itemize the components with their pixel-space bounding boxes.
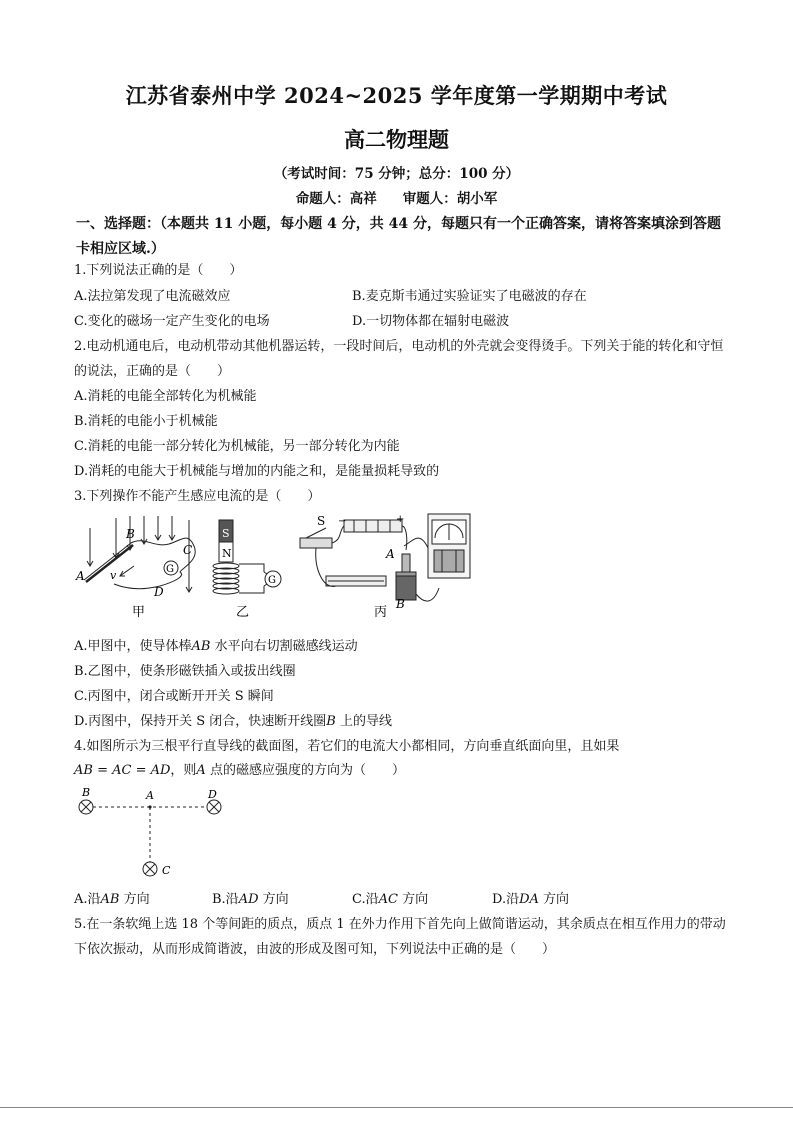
label-c: C — [162, 864, 171, 877]
q4-option-b: B.沿AD 方向 — [212, 892, 289, 907]
exam-subtitle: 高二物理题 — [344, 127, 449, 152]
q4-option-c: C.沿AC 方向 — [352, 892, 429, 907]
q2-option-a: A.消耗的电能全部转化为机械能 — [74, 389, 257, 404]
label-plus: + — [396, 514, 405, 525]
q2-stem: 2.电动机通电后，电动机带动其他机器运转，一段时间后，电动机的外壳就会变得烫手。下列关于能的转化和守恒的说法，正确的是（ ） — [74, 339, 724, 379]
wire-b-icon — [79, 800, 93, 814]
label-coil-a: A — [386, 547, 395, 561]
q3-option-c: C.丙图中，闭合或断开开关 S 瞬间 — [74, 689, 274, 704]
exam-title: 江苏省泰州中学 2024~2025 学年度第一学期期中考试 — [125, 83, 668, 108]
q4-stem-line2: AB = AC = AD，则A 点的磁感应强度的方向为（ ） — [74, 763, 405, 778]
page-bottom-rule — [0, 1107, 793, 1108]
section-heading: 一、选择题：（本题共 11 小题，每小题 4 分，共 44 分，每题只有一个正确答案，请将答案填涂到答题卡相应区域.） — [76, 216, 721, 257]
caption-jia: 甲 — [132, 605, 146, 620]
galvanometer-icon-2: G — [268, 575, 276, 586]
caption-yi: 乙 — [236, 605, 250, 620]
exam-authors — [0, 187, 793, 207]
q4-option-a: A.沿AB 方向 — [74, 892, 150, 907]
q3-figure — [74, 510, 474, 622]
label-v: v — [110, 569, 117, 582]
wire-d-icon — [207, 800, 221, 814]
q4-stem-line1: 4.如图所示为三根平行直导线的截面图，若它们的电流大小都相同，方向垂直纸面向里，且如果 — [74, 739, 620, 754]
q1-option-b: B.麦克斯韦通过实验证实了电磁波的存在 — [352, 289, 587, 304]
q3-option-b: B.乙图中，使条形磁铁插入或拔出线圈 — [74, 664, 296, 679]
figure-bing — [300, 514, 470, 601]
q1-option-c: C.变化的磁场一定产生变化的电场 — [74, 314, 270, 329]
wire-c-icon — [143, 862, 157, 876]
reviewer: 审题人：胡小军 — [402, 191, 498, 207]
label-coil-b: B — [396, 597, 405, 611]
galvanometer-icon: G — [166, 564, 174, 575]
label-a: A — [146, 789, 154, 802]
q4-figure — [74, 786, 234, 882]
q5-stem: 5.在一条软绳上选 18 个等间距的质点，质点 1 在外力作用下首先向上做简谐运动，其余质点在相互作用力的带动下依次振动，从而形成简谐波，由波的形成及图可知，下列说法中正确的是（ ） — [74, 917, 726, 957]
label-b: B — [126, 527, 135, 541]
label-switch: S — [317, 514, 326, 528]
figure-jia — [84, 516, 195, 592]
q1-option-d: D.一切物体都在辐射电磁波 — [352, 314, 510, 329]
point-a — [148, 805, 151, 808]
q2-option-b: B.消耗的电能小于机械能 — [74, 414, 218, 429]
label-minus: − — [338, 516, 347, 527]
q3-stem: 3.下列操作不能产生感应电流的是（ ） — [74, 489, 321, 504]
exam-info: （考试时间：75 分钟；总分：100 分） — [273, 166, 520, 182]
magnet-n-pole: N — [222, 547, 232, 560]
label-d: D — [208, 788, 217, 801]
q1-stem: 1.下列说法正确的是（ ） — [74, 263, 243, 278]
author: 命题人：高祥 — [295, 191, 377, 207]
q4-option-d: D.沿DA 方向 — [492, 892, 570, 907]
label-a: A — [76, 569, 85, 583]
magnet-s-pole: S — [222, 527, 230, 540]
q2-option-d: D.消耗的电能大于机械能与增加的内能之和，是能量损耗导致的 — [74, 464, 440, 479]
label-b: B — [82, 786, 91, 799]
q1-option-a: A.法拉第发现了电流磁效应 — [74, 289, 231, 304]
q3-option-a: A.甲图中，使导体棒AB 水平向右切割磁感线运动 — [74, 639, 358, 654]
q3-option-d: D.丙图中，保持开关 S 闭合，快速断开线圈B 上的导线 — [74, 714, 392, 729]
caption-bing: 丙 — [374, 605, 388, 620]
label-c: C — [183, 543, 193, 557]
label-d: D — [154, 585, 164, 599]
q2-option-c: C.消耗的电能一部分转化为机械能，另一部分转化为内能 — [74, 439, 400, 454]
